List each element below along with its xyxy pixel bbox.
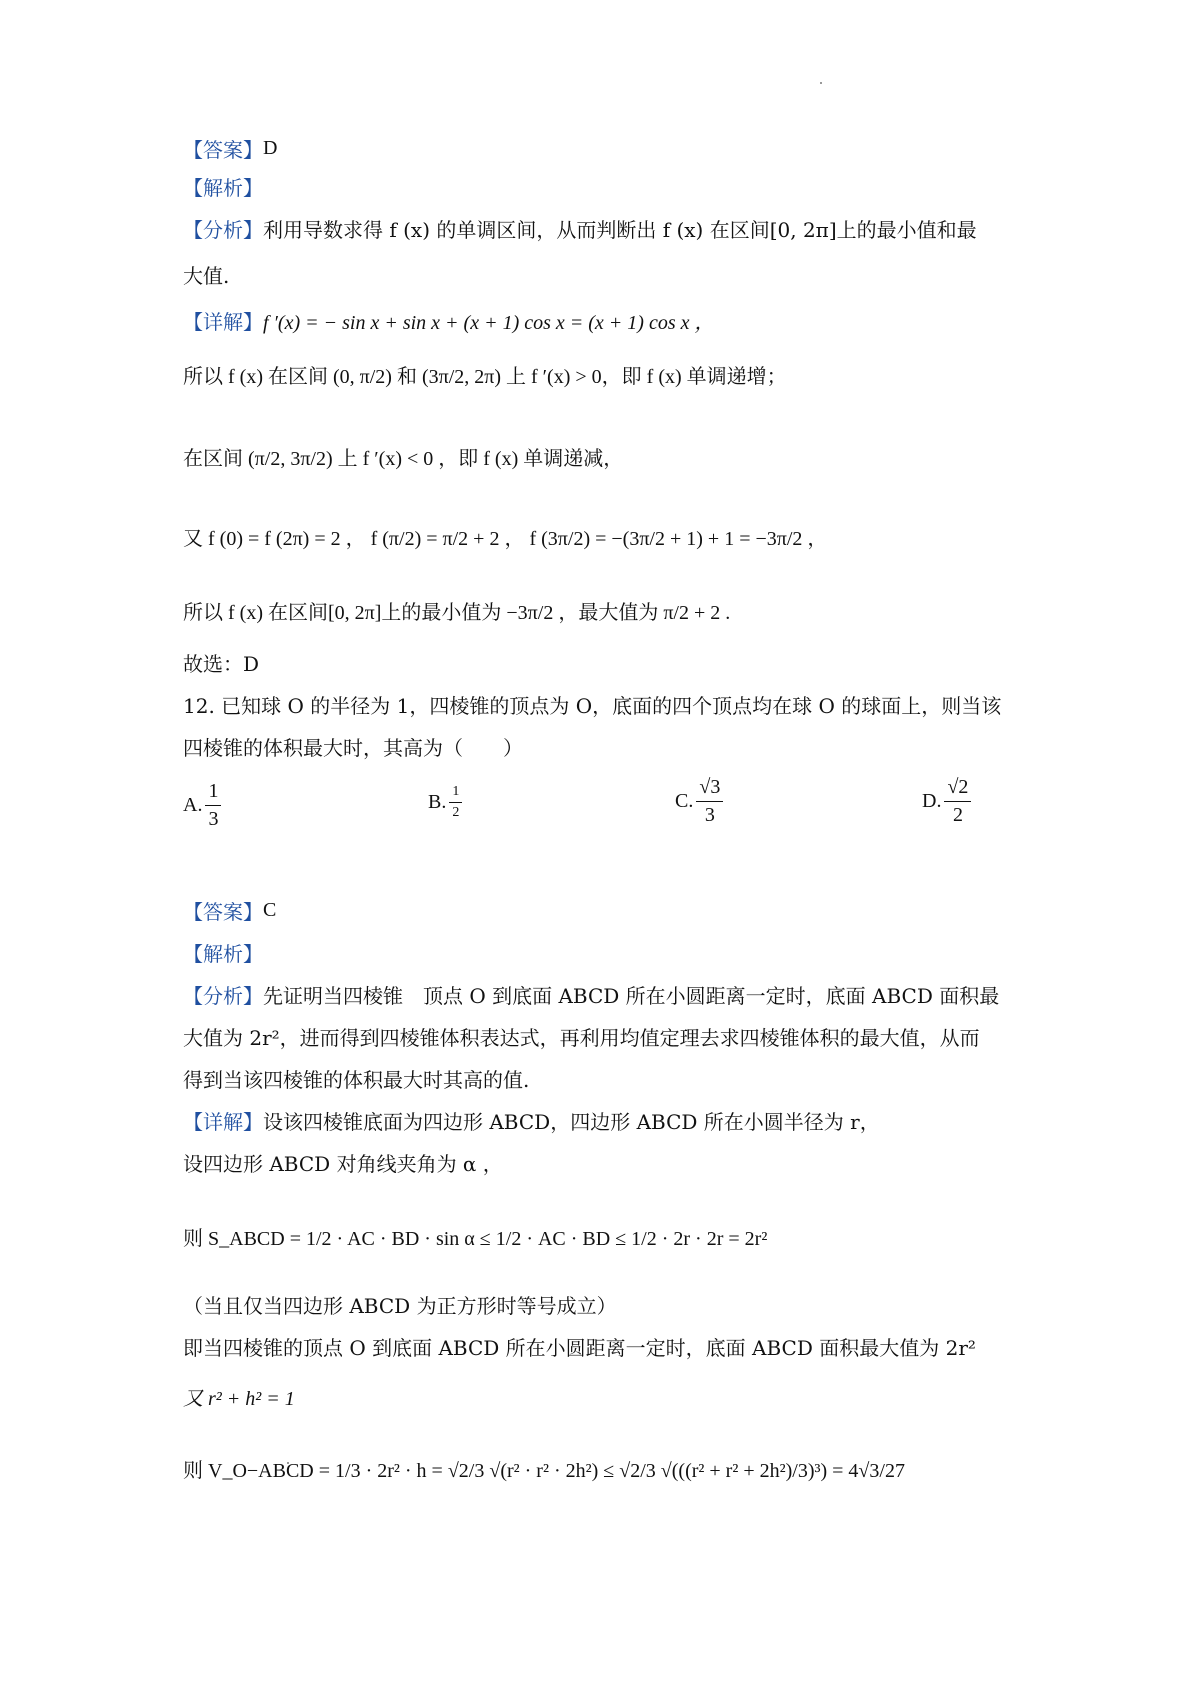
option-fraction <box>696 776 723 827</box>
fraction-den: 3 <box>208 808 219 830</box>
option-label: B. <box>428 791 447 814</box>
decrease-text: 在区间 (π/2, 3π/2) 上 f ′(x) < 0 ，即 f (x) 单调递减， <box>183 448 624 470</box>
choice-text: 故选：D <box>183 652 260 676</box>
xiangjie-tag: 【详解】 <box>183 1110 263 1134</box>
fenxi-12-text: 先证明当四棱锥 顶点 O 到底面 ABCD 所在小圆距离一定时，底面 ABCD 面积最 <box>263 984 1000 1008</box>
analysis-heading-12 <box>183 938 263 967</box>
fraction-num: 1 <box>205 780 221 806</box>
values-line <box>183 522 827 551</box>
fraction-num: 1 <box>449 784 462 803</box>
answer-value: D <box>263 137 278 159</box>
question-12-text-2: 四棱锥的体积最大时，其高为（ ） <box>183 736 523 760</box>
option-label: C. <box>675 790 694 812</box>
xiangjie-12-line2 <box>183 1148 503 1177</box>
minmax-text: 所以 f (x) 在区间[0, 2π]上的最小值为 −3π/2 ，最大值为 π/2 + 2 . <box>183 602 731 624</box>
answer-value: C <box>263 899 277 921</box>
fenxi-11-text-2: 大值. <box>183 264 230 288</box>
fenxi-11-line2 <box>183 260 229 289</box>
increase-text: 所以 f (x) 在区间 (0, π/2) 和 (3π/2, 2π) 上 f ′(x) > 0，即 f (x) 单调递增； <box>183 366 787 388</box>
fenxi-11-text: 利用导数求得 f (x) 的单调区间，从而判断出 f (x) 在区间[0, 2π]上的最小值和最 <box>263 218 977 242</box>
xiangjie-12-line1 <box>183 1106 880 1135</box>
option-label: A. <box>183 794 203 816</box>
answer-tag: 【答案】 <box>183 900 263 924</box>
option-fraction <box>944 776 971 827</box>
analysis-heading-11 <box>183 172 263 201</box>
fraction-den: 2 <box>452 805 460 821</box>
fraction-den: 2 <box>952 804 963 826</box>
scan-dot <box>820 82 822 84</box>
question-12-line2 <box>183 732 523 761</box>
fenxi-12-text-3: 得到当该四棱锥的体积最大时其高的值. <box>183 1068 530 1092</box>
option-b <box>428 784 465 821</box>
fenxi-tag: 【分析】 <box>183 984 263 1008</box>
xiangjie-12-text: 设该四棱锥底面为四边形 ABCD，四边形 ABCD 所在小圆半径为 r， <box>263 1110 880 1134</box>
decrease-interval-line <box>183 442 623 471</box>
area-inequality-line <box>183 1222 767 1251</box>
fraction-den: 3 <box>704 804 715 826</box>
xiangjie-tag: 【详解】 <box>183 310 263 334</box>
question-12-line1 <box>183 690 1001 719</box>
fraction-num: √3 <box>696 776 723 802</box>
increase-interval-line <box>183 360 787 389</box>
answer-12 <box>183 896 276 925</box>
equality-condition: （当且仅当四边形 ABCD 为正方形时等号成立） <box>183 1294 617 1318</box>
fenxi-12-line2 <box>183 1022 980 1051</box>
answer-tag: 【答案】 <box>183 138 263 162</box>
option-d <box>922 776 974 827</box>
fenxi-12-line3 <box>183 1064 529 1093</box>
constraint-text: 又 r² + h² = 1 <box>183 1388 295 1410</box>
values-text: 又 f (0) = f (2π) = 2 ， f (π/2) = π/2 + 2 ， f (3π/2) = −(3π/2 + 1) + 1 = −3π/2 ， <box>183 528 828 550</box>
question-12-text: 12. 已知球 O 的半径为 1，四棱锥的顶点为 O，底面的四个顶点均在球 O 的球面上，则当该 <box>183 694 1002 718</box>
area-inequality: 则 S_ABCD = 1/2 · AC · BD · sin α ≤ 1/2 · AC · BD ≤ 1/2 · 2r · 2r = 2r² <box>183 1228 768 1250</box>
fenxi-tag: 【分析】 <box>183 218 263 242</box>
max-area-line <box>183 1332 976 1361</box>
constraint-line <box>183 1382 295 1411</box>
volume-inequality: 则 V_O−ABCD = 1/3 · 2r² · h = √2/3 √(r² · r² · 2h²) ≤ √2/3 √(((r² + r² + 2h²)/3)³) = 4√3/27 <box>183 1460 905 1482</box>
minmax-line <box>183 596 730 625</box>
fenxi-11-line1 <box>183 214 977 243</box>
option-fraction <box>449 784 462 821</box>
fenxi-12-line1 <box>183 980 999 1009</box>
option-c <box>675 776 726 827</box>
jiexi-tag: 【解析】 <box>183 942 263 966</box>
max-area-text: 即当四棱锥的顶点 O 到底面 ABCD 所在小圆距离一定时，底面 ABCD 面积最大值为 2r² <box>183 1336 976 1360</box>
option-fraction <box>205 780 221 831</box>
xiangjie-11 <box>183 306 715 335</box>
choice-line-11 <box>183 648 259 677</box>
option-a <box>183 780 224 831</box>
xiangjie-12-text-2: 设四边形 ABCD 对角线夹角为 α ， <box>183 1152 503 1176</box>
answer-11 <box>183 134 277 163</box>
derivative-formula: f ′(x) = − sin x + sin x + (x + 1) cos x = (x + 1) cos x ， <box>263 312 715 334</box>
equality-condition-line <box>183 1290 617 1319</box>
fenxi-12-text-2: 大值为 2r²，进而得到四棱锥体积表达式，再利用均值定理去求四棱锥体积的最大值，从而 <box>183 1026 980 1050</box>
option-label: D. <box>922 790 942 812</box>
volume-inequality-line <box>183 1454 905 1483</box>
fraction-num: √2 <box>944 776 971 802</box>
jiexi-tag: 【解析】 <box>183 176 263 200</box>
